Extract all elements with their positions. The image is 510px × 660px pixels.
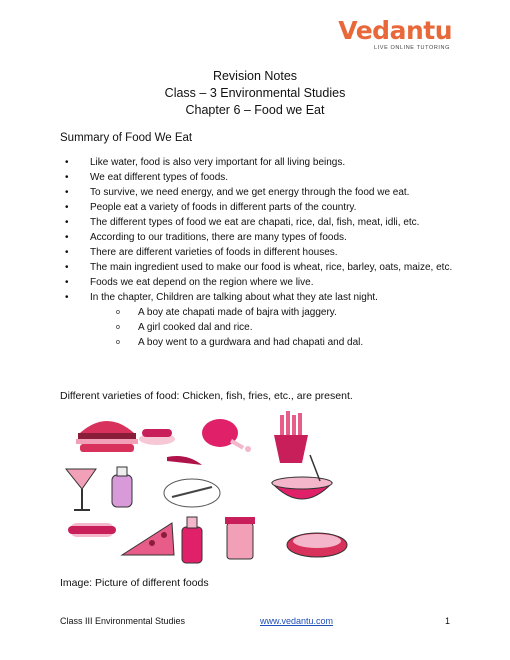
chilli-icon <box>167 456 202 465</box>
plate-icon <box>164 479 220 507</box>
chicken-leg-icon <box>202 419 251 452</box>
sub-list-item: o A boy went to a gurdwara and had chapati and dal. <box>90 335 460 350</box>
list-item: • According to our traditions, there are many types of foods. <box>60 230 460 245</box>
sub-list-item: o A girl cooked dal and rice. <box>90 320 460 335</box>
page-footer <box>60 616 450 628</box>
logo-tagline: LIVE ONLINE TUTORING <box>374 45 450 51</box>
footer-subject: Class III Environmental Studies <box>60 616 186 626</box>
sausage-icon <box>139 429 175 445</box>
list-item: • People eat a variety of foods in different parts of the country. <box>60 200 460 215</box>
hotdog-icon <box>68 523 116 537</box>
jar-icon <box>225 517 255 559</box>
list-item: • Foods we eat depend on the region where we live. <box>60 275 460 290</box>
list-item: • The main ingredient used to make our food is wheat, rice, barley, oats, maize, etc. <box>60 260 460 275</box>
list-item: • To survive, we need energy, and we get energy through the food we eat. <box>60 185 460 200</box>
header-class: Class – 3 Environmental Studies <box>164 86 346 100</box>
header-revision-notes: Revision Notes <box>212 69 298 83</box>
burger-icon <box>76 421 138 452</box>
list-item: • The different types of food we eat are chapati, rice, dal, fish, meat, idli, etc. <box>60 215 460 230</box>
vedantu-logo <box>338 18 452 51</box>
list-item-text: In the chapter, Children are talking about what they ate last night. <box>90 292 378 303</box>
footer-website-link[interactable]: www.vedantu.com <box>260 616 334 626</box>
sub-list <box>90 305 460 350</box>
summary-list <box>60 155 460 350</box>
cocktail-glass-icon <box>66 469 96 511</box>
image-caption: Image: Picture of different foods <box>60 577 209 589</box>
pie-icon <box>287 533 347 557</box>
ketchup-bottle-icon <box>182 517 202 563</box>
logo-wordmark: Vedantu <box>338 16 452 45</box>
foods-illustration <box>62 405 362 573</box>
list-item: • Like water, food is also very important for all living beings. <box>60 155 460 170</box>
document-header <box>0 68 510 119</box>
list-item: • We eat different types of foods. <box>60 170 460 185</box>
varieties-text: Different varieties of food: Chicken, fish, fries, etc., are present. <box>60 390 353 402</box>
list-item-with-sublist <box>60 290 460 350</box>
fries-icon <box>274 411 308 463</box>
list-item: • There are different varieties of foods in different houses. <box>60 245 460 260</box>
sub-list-item: o A boy ate chapati made of bajra with jaggery. <box>90 305 460 320</box>
bottle-icon <box>112 467 132 507</box>
header-chapter: Chapter 6 – Food we Eat <box>185 103 325 117</box>
pizza-slice-icon <box>122 523 174 555</box>
summary-heading: Summary of Food We Eat <box>60 132 193 144</box>
page-number: 1 <box>444 616 450 626</box>
